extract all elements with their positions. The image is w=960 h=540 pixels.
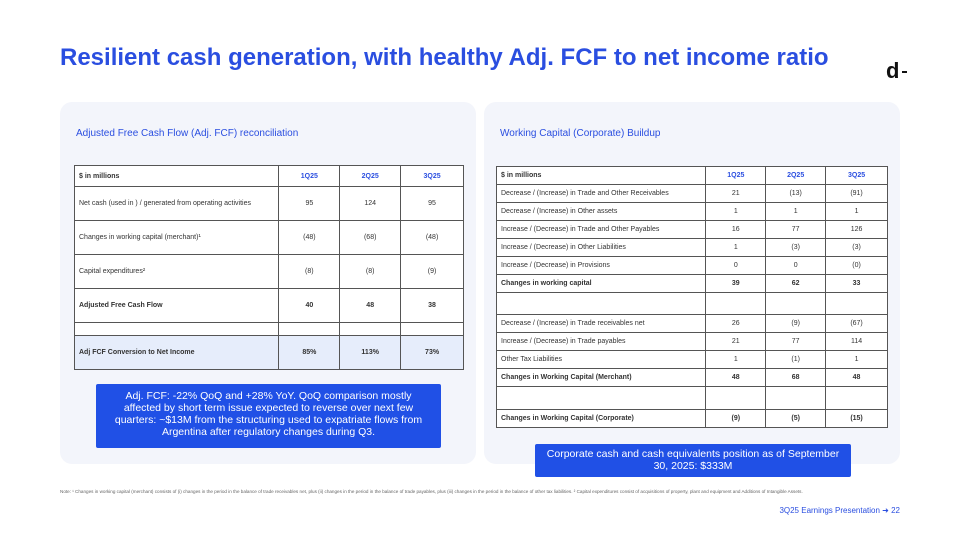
row-value: 48 [706, 369, 766, 387]
slide-title: Resilient cash generation, with healthy Adj. FCF to net income ratio [60, 44, 829, 71]
table-row [497, 221, 888, 239]
table-row [75, 221, 464, 255]
row-value: (8) [340, 255, 401, 289]
row-value: 48 [340, 289, 401, 323]
adj-fcf-panel-title: Adjusted Free Cash Flow (Adj. FCF) reconciliation [76, 128, 299, 139]
row-value: 77 [766, 333, 826, 351]
table-row [75, 187, 464, 221]
row-value: (1) [766, 351, 826, 369]
adj-fcf-callout: Adj. FCF: -22% QoQ and +28% YoY. QoQ comparison mostly affected by short term issue expected to reverse over next few quarters: ~$13M from the structuring used to expatriate flows from Argentina after regulatory changes during Q3. [96, 384, 441, 448]
row-label [75, 323, 279, 336]
row-value: 1 [766, 203, 826, 221]
working-capital-table [496, 166, 888, 428]
header-cell: 2Q25 [766, 167, 826, 185]
table-row [497, 257, 888, 275]
table-row [497, 315, 888, 333]
row-value: (91) [826, 185, 888, 203]
row-label: Capital expenditures² [75, 255, 279, 289]
row-value: 0 [766, 257, 826, 275]
table-row [497, 239, 888, 257]
header-cell: 3Q25 [401, 166, 464, 187]
row-value [766, 387, 826, 410]
row-value: 1 [706, 351, 766, 369]
row-label: Changes in Working Capital (Corporate) [497, 410, 706, 428]
table-row [75, 255, 464, 289]
footnote: Note: ¹ Changes in working capital (merchant) consists of (i) changes in the period in the balance of trade receivables net, plus (ii) changes in the period in the balance of trade payables, plus (iii) changes in the period in the balance of other tax liabilities. ² Capital expenditures consist of acquisitions of property, plant and equipment and Additions of Intangible Assets. [60, 489, 803, 494]
table-row [497, 203, 888, 221]
table-row-conversion [75, 336, 464, 370]
row-value: 1 [706, 203, 766, 221]
row-value [279, 323, 340, 336]
row-value: 113% [340, 336, 401, 370]
working-capital-panel [484, 102, 900, 464]
row-value: 21 [706, 185, 766, 203]
table-header-row [75, 166, 464, 187]
row-value: 85% [279, 336, 340, 370]
row-label: Other Tax Liabilities [497, 351, 706, 369]
row-value [340, 323, 401, 336]
row-value: (3) [766, 239, 826, 257]
row-label: Changes in working capital [497, 275, 706, 293]
row-value [706, 293, 766, 315]
row-label: Increase / (Decrease) in Trade payables [497, 333, 706, 351]
row-value: 21 [706, 333, 766, 351]
header-cell: 1Q25 [279, 166, 340, 187]
row-value: 0 [706, 257, 766, 275]
row-value: 40 [279, 289, 340, 323]
row-label: Increase / (Decrease) in Provisions [497, 257, 706, 275]
working-capital-panel-title: Working Capital (Corporate) Buildup [500, 128, 661, 139]
row-label: Changes in Working Capital (Merchant) [497, 369, 706, 387]
header-cell: $ in millions [497, 167, 706, 185]
row-value: (68) [340, 221, 401, 255]
table-row-spacer [497, 387, 888, 410]
row-value: (9) [401, 255, 464, 289]
table-row-spacer [497, 293, 888, 315]
header-cell: 1Q25 [706, 167, 766, 185]
row-value: 95 [401, 187, 464, 221]
row-value: (9) [706, 410, 766, 428]
row-value: 95 [279, 187, 340, 221]
table-row [497, 333, 888, 351]
row-label [497, 293, 706, 315]
row-value: 26 [706, 315, 766, 333]
row-value: 124 [340, 187, 401, 221]
page-footer: 3Q25 Earnings Presentation ➜ 22 [779, 506, 900, 515]
row-value: (15) [826, 410, 888, 428]
row-value: (3) [826, 239, 888, 257]
row-label: Decrease / (Increase) in Trade and Other Receivables [497, 185, 706, 203]
header-cell: $ in millions [75, 166, 279, 187]
adj-fcf-table [74, 165, 464, 370]
table-row-total [75, 289, 464, 323]
row-value: (0) [826, 257, 888, 275]
logo-dot [902, 71, 907, 73]
row-value: 77 [766, 221, 826, 239]
row-value: 62 [766, 275, 826, 293]
header-cell: 2Q25 [340, 166, 401, 187]
row-value: 39 [706, 275, 766, 293]
row-label: Increase / (Decrease) in Other Liabilities [497, 239, 706, 257]
row-value: 33 [826, 275, 888, 293]
cash-position-callout: Corporate cash and cash equivalents position as of September 30, 2025: $333M [535, 444, 851, 477]
row-value: (13) [766, 185, 826, 203]
logo-letter: d [886, 58, 900, 83]
row-value [706, 387, 766, 410]
row-value: (8) [279, 255, 340, 289]
row-value: 1 [826, 351, 888, 369]
table-row-total [497, 369, 888, 387]
row-label: Adjusted Free Cash Flow [75, 289, 279, 323]
table-row [497, 351, 888, 369]
row-value [826, 293, 888, 315]
table-header-row [497, 167, 888, 185]
row-label: Adj FCF Conversion to Net Income [75, 336, 279, 370]
company-logo [886, 58, 907, 84]
row-value [826, 387, 888, 410]
row-label: Decrease / (Increase) in Trade receivables net [497, 315, 706, 333]
row-value: 1 [706, 239, 766, 257]
row-value: 16 [706, 221, 766, 239]
row-value: 126 [826, 221, 888, 239]
row-value: 38 [401, 289, 464, 323]
row-value: (9) [766, 315, 826, 333]
row-value: 73% [401, 336, 464, 370]
row-label: Net cash (used in ) / generated from operating activities [75, 187, 279, 221]
row-value [401, 323, 464, 336]
table-row [497, 185, 888, 203]
row-value: (5) [766, 410, 826, 428]
row-label: Increase / (Decrease) in Trade and Other Payables [497, 221, 706, 239]
table-row-total [497, 275, 888, 293]
row-value: 114 [826, 333, 888, 351]
table-row-total [497, 410, 888, 428]
row-value [766, 293, 826, 315]
row-label: Decrease / (Increase) in Other assets [497, 203, 706, 221]
header-cell: 3Q25 [826, 167, 888, 185]
row-value: (48) [401, 221, 464, 255]
row-value: 68 [766, 369, 826, 387]
table-row-spacer [75, 323, 464, 336]
row-value: 48 [826, 369, 888, 387]
row-label [497, 387, 706, 410]
row-value: 1 [826, 203, 888, 221]
row-value: (48) [279, 221, 340, 255]
row-label: Changes in working capital (merchant)¹ [75, 221, 279, 255]
row-value: (67) [826, 315, 888, 333]
